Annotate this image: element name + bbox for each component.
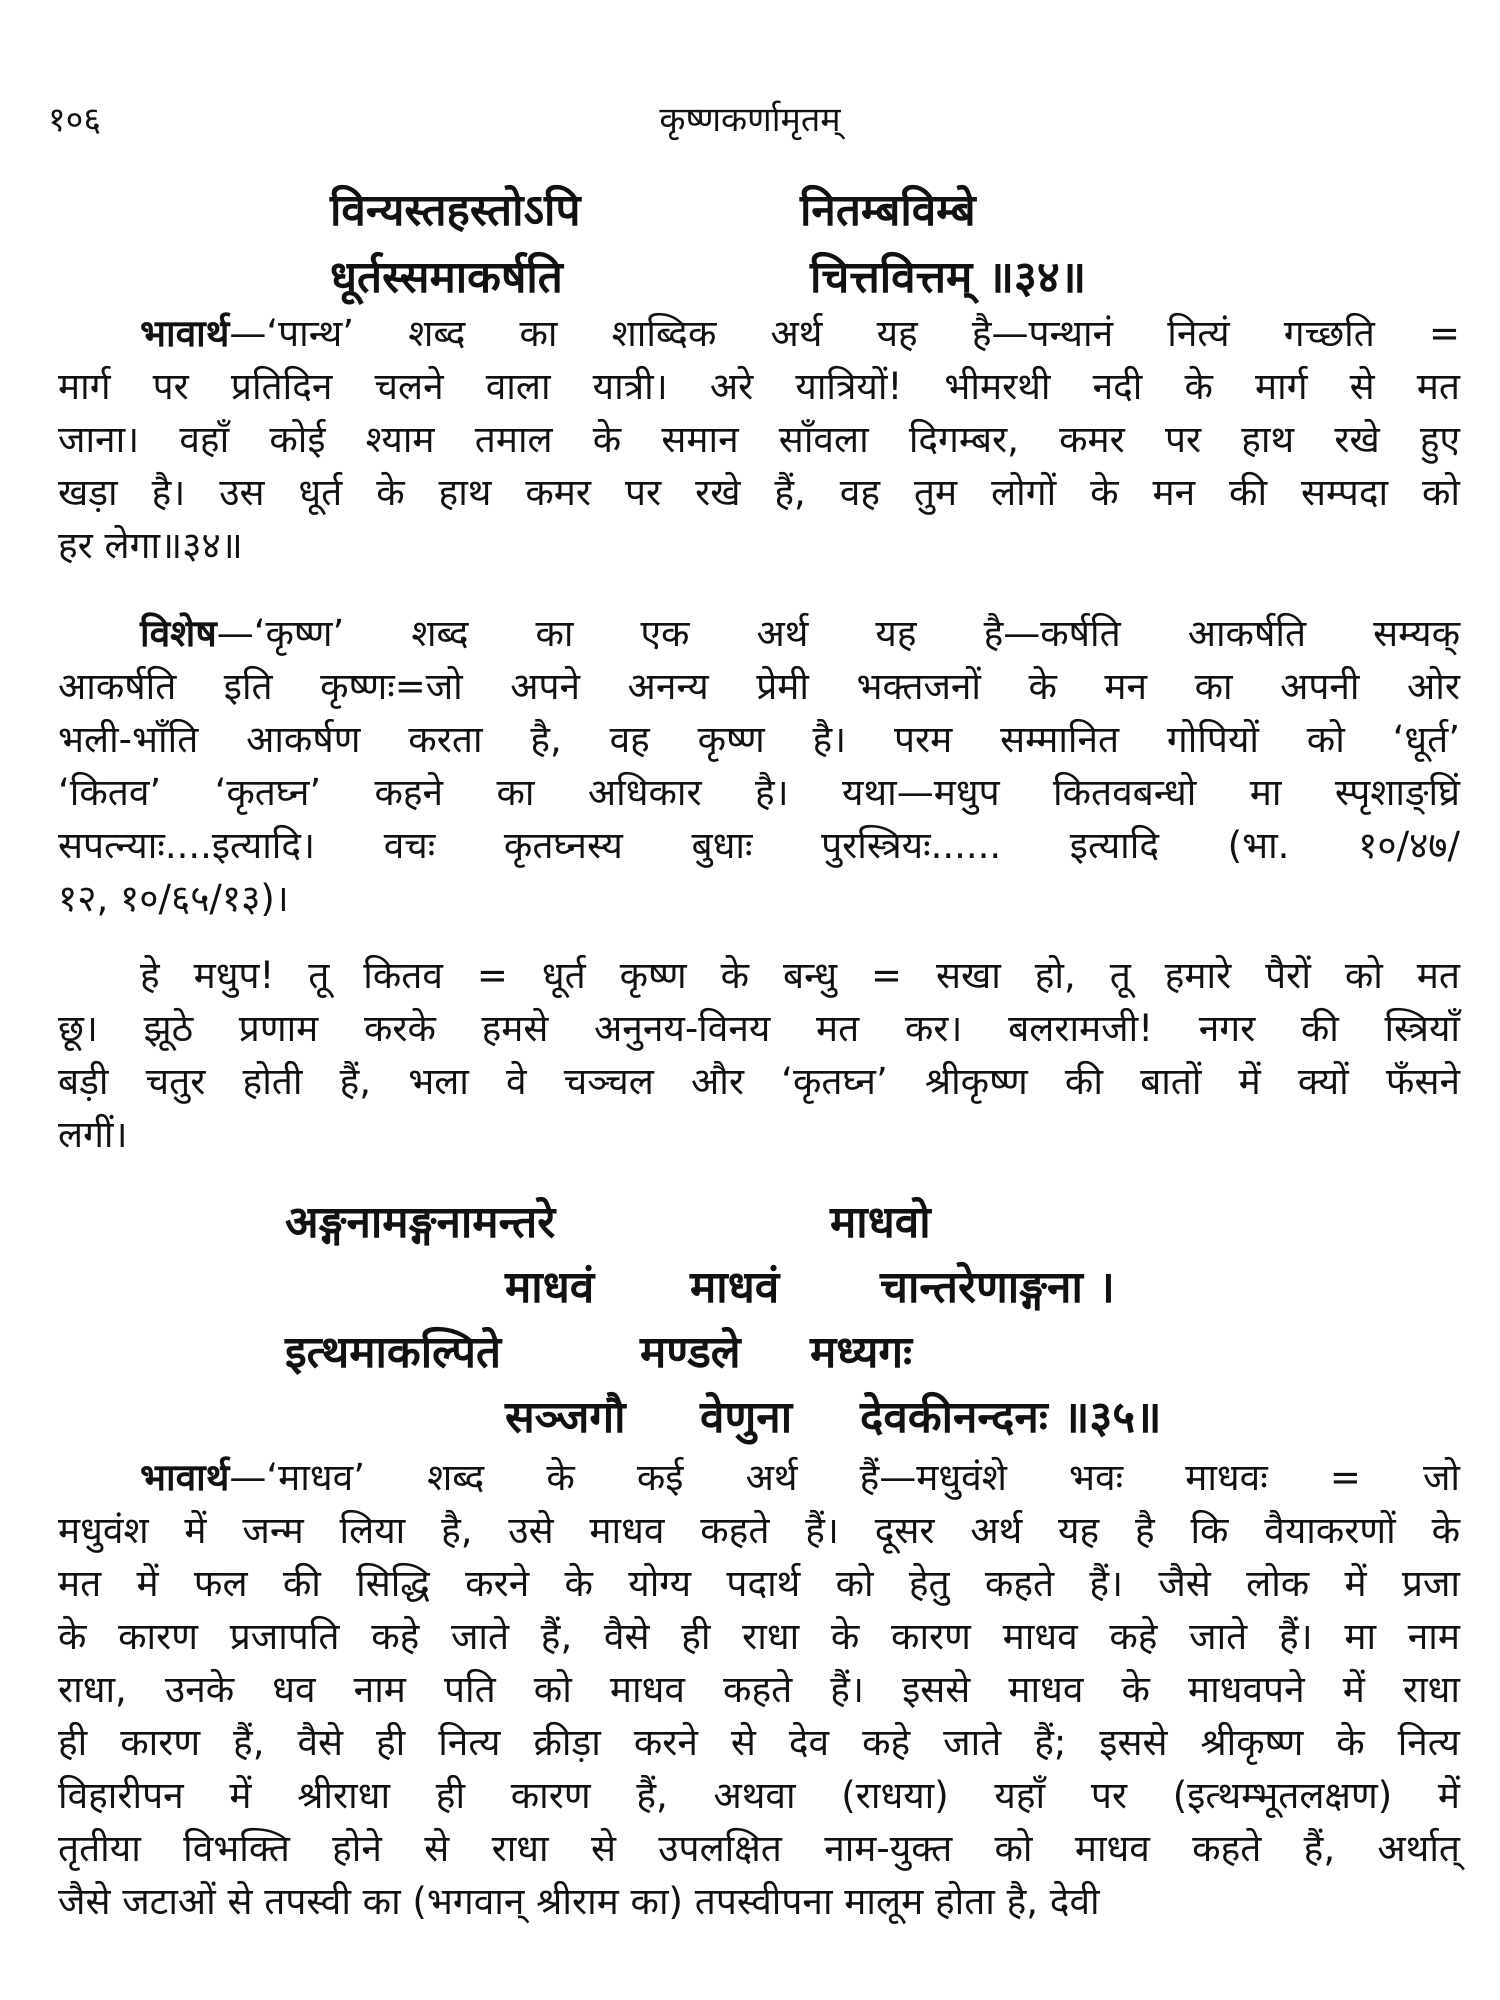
paragraph-2-line: आकर्षति इति कृष्णः=जो अपने अनन्य प्रेमी भक्तजनों के मन का अपनी ओर [58,665,1460,708]
running-title: कृष्णकर्णामृतम् [659,100,841,140]
paragraph-bhavarth-35-lead: भावार्थ [140,1456,230,1499]
verse-35-segment: माधवं [505,1262,595,1313]
paragraph-1-lead: भावार्थ [140,312,230,355]
paragraph-2-line: भली-भाँति आकर्षण करता है, वह कृष्ण है। परम सम्मानित गोपियों को ‘धूर्त’ [58,718,1460,761]
verse-35-segment: मध्यगः [810,1327,913,1378]
paragraph-1-line: मार्ग पर प्रतिदिन चलने वाला यात्री। अरे यात्रियों! भीमरथी नदी के मार्ग से मत [58,365,1460,408]
verse-35-segment: माधवं [690,1262,780,1313]
paragraph-3-line: हे मधुप! तू कितव = धूर्त कृष्ण के बन्धु = सखा हो, तू हमारे पैरों को मत [140,954,1460,997]
paragraph-1-line: खड़ा है। उस धूर्त के हाथ कमर पर रखे हैं, वह तुम लोगों के मन की सम्पदा को [58,471,1460,514]
paragraph-1-line: भावार्थ—‘पान्थ’ शब्द का शाब्दिक अर्थ यह है—पन्थानं नित्यं गच्छति = [140,312,1460,355]
paragraph-3-line: बड़ी चतुर होती हैं, भला वे चञ्चल और ‘कृतघ्न’ श्रीकृष्ण की बातों में क्यों फँसने [58,1060,1460,1103]
verse-35-segment: अङ्गनामङ्गनामन्तरे [285,1197,556,1248]
paragraph-3-line: छू। झूठे प्रणाम करके हमसे अनुनय-विनय मत कर। बलरामजी! नगर की स्त्रियाँ [58,1007,1460,1050]
paragraph-bhavarth-35-line: जैसे जटाओं से तपस्वी का (भगवान् श्रीराम का) तपस्वीपना मालूम होता है, देवी [58,1880,1100,1923]
verse-35-segment: वेणुना [700,1392,793,1443]
paragraph-bhavarth-35-line: के कारण प्रजापति कहे जाते हैं, वैसे ही राधा के कारण माधव कहे जाते हैं। मा नाम [58,1615,1460,1658]
paragraph-2-line: ‘कितव’ ‘कृतघ्न’ कहने का अधिकार है। यथा—मधुप कितवबन्धो मा स्पृशाङ्घ्रिं [58,771,1460,814]
paragraph-bhavarth-35-line: राधा, उनके धव नाम पति को माधव कहते हैं। इससे माधव के माधवपने में राधा [58,1668,1460,1711]
verse-34-segment: चित्तवित्तम् ॥३४॥ [810,252,1087,303]
verse-35-segment: इत्थमाकल्पिते [285,1327,502,1378]
verse-35-segment: देवकीनन्दनः ॥३५॥ [860,1392,1162,1443]
paragraph-2-lead: विशेष [140,612,217,655]
paragraph-1-line: जाना। वहाँ कोई श्याम तमाल के समान साँवला दिगम्बर, कमर पर हाथ रखे हुए [58,418,1460,461]
verse-34-segment: नितम्बविम्बे [800,185,976,236]
paragraph-3-line: लगीं। [58,1113,128,1156]
paragraph-1-line: हर लेगा॥३४॥ [58,524,243,567]
verse-35-segment: माधवो [830,1197,931,1248]
paragraph-2-line: सपत्न्याः....इत्यादि। वचः कृतघ्नस्य बुधाः पुरस्त्रियः...... इत्यादि (भा. १०/४७/ [58,824,1460,867]
paragraph-2-line: १२, १०/६५/१३)। [58,877,289,920]
paragraph-bhavarth-35-line: विहारीपन में श्रीराधा ही कारण हैं, अथवा (राधया) यहाँ पर (इत्थम्भूतलक्षण) में [58,1774,1460,1817]
verse-34-segment: विन्यस्तहस्तोऽपि [330,185,581,236]
verse-35-segment: चान्तरेणाङ्गना । [880,1262,1115,1313]
verse-35-segment: सञ्जगौ [505,1392,626,1443]
paragraph-bhavarth-35-line: भावार्थ—‘माधव’ शब्द के कई अर्थ हैं—मधुवंशे भवः माधवः = जो [140,1456,1460,1499]
paragraph-bhavarth-35-line: मधुवंश में जन्म लिया है, उसे माधव कहते हैं। दूसर अर्थ यह है कि वैयाकरणों के [58,1509,1460,1552]
paragraph-2-line: विशेष—‘कृष्ण’ शब्द का एक अर्थ यह है—कर्षति आकर्षति सम्यक् [140,612,1460,655]
page-number: १०६ [48,100,102,140]
paragraph-bhavarth-35-line: मत में फल की सिद्धि करने के योग्य पदार्थ को हेतु कहते हैं। जैसे लोक में प्रजा [58,1562,1460,1605]
paragraph-bhavarth-35-line: तृतीया विभक्ति होने से राधा से उपलक्षित नाम-युक्त को माधव कहते हैं, अर्थात् [58,1827,1460,1870]
verse-35-segment: मण्डले [640,1327,741,1378]
paragraph-bhavarth-35-line: ही कारण हैं, वैसे ही नित्य क्रीड़ा करने से देव कहे जाते हैं; इससे श्रीकृष्ण के नित्य [58,1721,1460,1764]
verse-34-segment: धूर्तस्समाकर्षति [330,252,563,303]
